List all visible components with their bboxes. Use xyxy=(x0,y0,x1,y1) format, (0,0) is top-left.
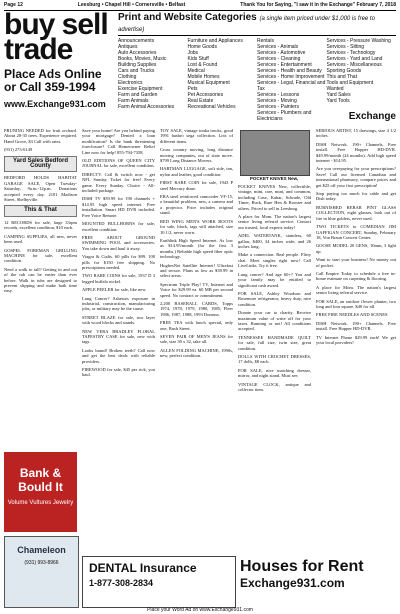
classified-ad: DISH Network. 190+ Channels. Free install. Free Hopper HD-DVR. $49.99/month (24 months). Add high speed internet - $14.95. xyxy=(316,141,396,164)
brand-block xyxy=(4,8,112,122)
category-link[interactable]: Services - Entertainment xyxy=(257,62,312,68)
classified-ad: DOLLS WITH CROCHET DRESSES, 17 dolls, $8 each. xyxy=(238,353,311,365)
classified-ad: A place for Mom. The nation's largest senior living referral service. xyxy=(316,284,396,296)
classified-ad: FREE TEA with lunch special, only one, Bush Street. xyxy=(160,320,233,331)
category-link[interactable]: Services - Moving xyxy=(257,98,297,104)
column-5 xyxy=(316,128,396,598)
category-link[interactable]: Services - Sitting xyxy=(326,44,365,50)
brand-url[interactable]: www.Exchange931.com xyxy=(4,99,106,109)
houses-ad-url: Exchange931.com xyxy=(240,576,345,590)
category-link[interactable]: Yard Sales xyxy=(326,92,351,98)
classified-ad: FIRST RARE COIN for sale, 1943 P steel Mercury dime. xyxy=(160,180,233,191)
category-link[interactable]: Pet Accessories xyxy=(187,92,224,98)
classified-ad: DISH TV $59.99 for 190 channels + $14.95 high speed internet. Free installation. Smart HD DVR included. Free Voice Remote. xyxy=(82,196,155,218)
classified-ad: STREET BLAZE for sale, two layer with wood blocks and stands. xyxy=(82,314,155,326)
bank-ad[interactable] xyxy=(4,452,77,532)
category-link[interactable]: Farm and Garden xyxy=(118,92,158,98)
category-link[interactable]: Home Goods xyxy=(187,44,217,50)
classified-ad: FOR SALE, Ashley Woodson and Rosemore refrigerator, heavy duty, nice condition. xyxy=(238,290,311,307)
classified-ad: VINTAGE CLOCK, antique and collector item. xyxy=(238,381,311,392)
classified-ad: BURNISHED REBAR PINT GLASS COLLECTION, eight glasses, look out of fire in blue goblets, never used. xyxy=(316,204,396,221)
knives-photo-caption: POCKET KNIVES New, xyxy=(249,176,299,181)
category-link[interactable]: Services - Cleaning xyxy=(257,56,301,62)
category-link[interactable]: Musical Equipment xyxy=(187,80,230,86)
category-link[interactable]: Wanted xyxy=(326,86,344,92)
classified-ad: 12 RECORDS for sale, large 33rpm records, excellent condition, $10 each. xyxy=(4,219,77,231)
category-link[interactable]: Lost & Found xyxy=(187,62,218,68)
category-link[interactable]: Exercise Equipment xyxy=(118,86,163,92)
col5-ads xyxy=(316,128,396,345)
category-link[interactable]: Auto Accessories xyxy=(118,50,157,56)
category-link[interactable]: Services - Painters xyxy=(257,104,299,110)
classified-ad: TOY SALE, vintage tonka trucks, good 1991 hasbro sega collection. Lots of different items. xyxy=(160,128,233,144)
classified-ad: MOUNTED BULLHORNS for sale, excellent condition. xyxy=(82,221,155,232)
classified-ad: Looks brand! Broken teeth? Call now and get the best deals with reliable providers. xyxy=(82,347,155,364)
category-link[interactable]: Books, Movies, Music xyxy=(118,56,167,62)
dental-ad-title: DENTAL Insurance xyxy=(89,561,197,575)
chameleon-ad-title: Chameleon xyxy=(17,545,66,555)
index-col3 xyxy=(257,38,327,122)
category-link[interactable]: Clothing xyxy=(118,74,137,80)
classified-ad: FOR SALE, an outdoor flower planter, two long and four square. $40 for all. xyxy=(316,298,396,309)
col1-yard-ads xyxy=(4,175,77,202)
classified-ad: Viagra & Cialis. 60 pills for $99. 100 pills for $150 free shipping. No prescriptions needed. xyxy=(82,254,155,270)
column-1 xyxy=(4,128,77,448)
classified-ad: Need a walk to tall? Getting in and out of the tub can be easier than ever before. Walk in tubs are designed to prevent slipping and make bath time easy. xyxy=(4,266,77,294)
header-towns: Leesburg • Chapel Hill • Cornersville • Belfast xyxy=(77,2,186,8)
classified-ad: TWO TICKETS to COMEDIAN JIM GAFFIGAN CONCERT, Sunday, February 18, Von Braun Concert Center. xyxy=(316,224,396,240)
yard-sales-heading: Yard Sales Bedford County xyxy=(4,156,77,173)
category-link[interactable]: Pets xyxy=(187,86,198,92)
col4-ads xyxy=(238,184,311,392)
category-link[interactable]: Electronics xyxy=(118,80,143,86)
col2-ads xyxy=(82,128,155,378)
classified-ad: A place for Mom. The nation's largest senior living referral service. Contact our trusted, local experts today! xyxy=(238,214,311,230)
classified-ad: SEVEN PAIR OF MEN'S JEANS for sale, size 30 x 32, take all. xyxy=(160,334,233,345)
chameleon-ad[interactable] xyxy=(4,536,79,608)
classified-ad: CAMPING SUPPLIES, all new, never been used. xyxy=(4,233,77,245)
classified-ad: RED WING MEN'S WORK BOOTS for sale, black, tags still attached, size 10 1/2, never worn. xyxy=(160,218,233,235)
chameleon-ad-phone: (931) 993-8966 xyxy=(24,560,59,566)
category-link[interactable]: Services - Animals xyxy=(257,44,299,50)
classified-ad: NEW VERA BRADLEY FLORAL TAPESTRY CASE for sale, new with tags. xyxy=(82,328,155,345)
index-col4 xyxy=(327,38,397,122)
classified-ad: PRUNING NEEDED for fruit orchard. About 20-35 trees. Experience required. Hand Grove, $3 Call with rates. xyxy=(4,128,77,144)
category-link[interactable]: Services - Automotive xyxy=(257,50,306,56)
classified-ad: DISH Network. 190+ Channels. Free install. Free Hopper HD-DVR. xyxy=(316,320,396,332)
classified-ad: FREE ABOUT GROUND SWIMMING POOL and accessories. You take down and haul it away. xyxy=(82,234,155,251)
classified-ad: Earthlink High Speed Internet. As low as $14.95/month (for the first 3 months.) Reliable high speed fiber optic technology. xyxy=(160,237,233,260)
col1-this-ads xyxy=(4,220,77,294)
brand-place-ads: Place Ads Online or Call 359-1994 xyxy=(4,67,102,94)
category-link[interactable]: Furniture and Appliances xyxy=(187,38,243,44)
category-link[interactable]: Medical xyxy=(187,68,205,74)
classified-ad: Spectrum Triple Play! TV, Internet and Voice for $29.99 ea. 60 MB per second speed. No contract or commitment. xyxy=(160,281,233,298)
classified-ad: 2,200 BASEBALL CARDS, Topps 1974, 1978, 1979, 1980, 1985, Fleer 1986, 1987, 1988, 1993 Donruss. xyxy=(160,300,233,317)
classified-ad: SERIOUS ARTIST, 15 drawings, size 4 1/2 inches. xyxy=(316,128,396,139)
category-index xyxy=(118,12,396,122)
classified-ad: GOSPEL FOREMAN GRILLING MACHINE for sale, excellent condition. xyxy=(4,247,77,264)
dental-ad[interactable] xyxy=(82,556,236,608)
classified-ad: ALLEN FOLDING MACHINE, 1990s, new, perfect condition. xyxy=(160,347,233,359)
classified-ad: OLD EDITIONS OF QUEEN CITY JOURNAL for sale, excellent condition. xyxy=(82,158,155,169)
category-link[interactable]: Tools and Equipment xyxy=(326,80,374,86)
category-link[interactable]: Rentals xyxy=(257,38,274,44)
category-link[interactable]: Farm Animals xyxy=(118,98,149,104)
category-link[interactable]: Services - Pressure Washing xyxy=(326,38,391,44)
bank-ad-title: Bank & Bould It xyxy=(18,466,63,494)
category-link[interactable]: Services - Technology xyxy=(326,50,376,56)
category-link[interactable]: Services - Yard and Land xyxy=(326,56,383,62)
col3-ads xyxy=(160,128,233,359)
classified-ad: FREE FIRE NEEDLES AND SCENES xyxy=(316,312,388,318)
column-3 xyxy=(160,128,233,558)
classified-ad: ADEL WATERTANK, stainless, 60 gallon, $400, 34 inches wide, and 26 inches long. xyxy=(238,233,311,250)
classified-ad: Want to start your business! No money out of pocket. xyxy=(316,257,396,268)
index-title-text: Print and Website Categories xyxy=(118,12,257,23)
classified-ad: Lung Cancer? Asbestos exposure in industrial, construction, manufacturing jobs, or military may be the cause. xyxy=(82,295,155,312)
category-link[interactable]: Announcements xyxy=(118,38,155,44)
index-columns xyxy=(118,38,396,122)
header-tagline: Thank You for Saying, "I saw it in the Exchange" February 7, 2018 xyxy=(240,2,396,8)
classified-ad: FOR SALE, nice matching dresser, mirror, and night stand. Must see. xyxy=(238,367,311,379)
exchange-logo: Exchange xyxy=(348,111,396,122)
classified-ad: HARTMAN LUGGAGE, soft side, tan, nylon and leather, good condition. xyxy=(160,166,233,177)
classified-ad: Stop paying too much for cable and get Dish today. xyxy=(316,191,396,202)
brand-line2: trade xyxy=(4,33,73,66)
category-link[interactable]: Kids Stuff xyxy=(187,56,209,62)
category-link[interactable]: Mobile Homes xyxy=(187,74,220,80)
category-link[interactable]: Services - Miscellaneous xyxy=(326,62,382,68)
classified-ad: Are you overpaying for your prescriptions? Save! Call our licensed Canadian and international pharmacy, compare prices and get $25 off your first prescription! xyxy=(316,166,396,188)
category-link[interactable]: Sporting Goods xyxy=(326,68,362,74)
classified-ad: BEDFORD HOLDS HABITAT GARAGE SALE, Open Tuesday-Saturday, 9a.m.-12p.m. Donations accepted every day. 2101 Madison Street, Shelbyville. xyxy=(4,175,77,203)
page-number: Page 12 xyxy=(4,2,23,8)
category-link[interactable]: Cars and Trucks xyxy=(118,68,155,74)
classified-ad: Cross country moving, long distance moving companies, out of state move. $799 Long Distance Movers. xyxy=(160,147,233,164)
classified-ad: FIREWOOD for sale, $45 per rick, you haul. xyxy=(82,367,155,378)
bank-ad-sub: Volume Vultures Jewelry xyxy=(7,500,74,506)
column-4 xyxy=(238,184,311,554)
category-link[interactable]: Services - Plumbers and Electricians xyxy=(257,110,312,122)
classified-ad: DIRECTV. Call & switch now - get NFL Sunday Ticket for free! Every game. Every Sunday. Choice - All-included package. xyxy=(82,171,155,194)
dental-ad-phone: 1-877-308-2834 xyxy=(89,578,154,588)
classified-ad: (931) 273-6149 xyxy=(4,147,33,153)
brand-line1: buy sell xyxy=(4,8,108,41)
classified-ad: TWO RARE COINS for sale, 1937 D 3 legged buffalo nickel. xyxy=(82,273,155,284)
category-link[interactable]: Services - Lessons xyxy=(257,92,300,98)
index-subtitle: (a single item priced under $1,000 is free to advertise) xyxy=(118,16,375,33)
houses-for-rent-ad[interactable] xyxy=(240,558,396,606)
classified-ad: TV Internet Phone $29.99 each! We get your local providers! xyxy=(316,334,396,345)
category-link[interactable]: Farm Animal Accessories xyxy=(118,104,175,110)
classified-ad: Donate your car to charity. Receive maximum value of write off for your taxes. Running or not! All conditions accepted. xyxy=(238,310,311,332)
category-link[interactable]: Services - Legal, Financial and Tax xyxy=(257,80,326,92)
category-link[interactable]: Services - Health and Beauty xyxy=(257,68,322,74)
category-link[interactable]: This and That xyxy=(326,74,357,80)
classified-ad: Lung cancer? And age 60+? You and your family may be entitled to significant cash award. xyxy=(238,271,311,288)
category-link[interactable]: Antiques xyxy=(118,44,138,50)
category-link[interactable]: Services - Home Improvement xyxy=(257,74,325,80)
knives-photo xyxy=(240,130,310,176)
classified-ad: TENNESSEE HANDMADE QUILT for sale, full size, twin size, great condition. xyxy=(238,334,311,351)
classified-ad: HughesNet Satellite Internet! Ultrafast and secure. Plans as low as $39.99 in select areas. xyxy=(160,262,233,279)
classified-ad: GOOSE MODEL 20 GENS, 10mm, 3 light up. xyxy=(316,243,396,254)
classified-ad: ERA steel reinforced camcorder VF-15, a beautiful problem, new, a camera and a projector. Price includes original stand. xyxy=(160,194,233,216)
classified-ad: Make a connection. Real people. Flirty chat. Meet singles right now! Call LiveLinks. Try it free. xyxy=(238,252,311,269)
classified-ad: Save your home! Are you behind paying your mortgage? Denied a loan modification? Is the bank threatening foreclosure? Call Homeowner Relief Line now for help! 855-794-7358. xyxy=(82,128,155,155)
this-that-heading: This & That xyxy=(4,205,77,216)
index-title xyxy=(118,12,396,36)
category-link[interactable]: Real Estate xyxy=(187,98,214,104)
index-col1 xyxy=(118,38,188,122)
page-footer: Place your Word Ad on www.Exchange931.com xyxy=(147,607,253,613)
index-col2 xyxy=(188,38,258,122)
classified-ad: APPLE PEELER for sale, like new. xyxy=(82,287,147,293)
col1-ads xyxy=(4,128,77,153)
column-2 xyxy=(82,128,155,553)
category-link[interactable]: Recreational Vehicles xyxy=(187,104,236,110)
category-link[interactable]: Yard Tools xyxy=(326,98,350,104)
houses-ad-title: Houses for Rent xyxy=(240,558,364,575)
classified-ad: POCKET KNIVES New, collectible, vintage, mint, rare, mint, and common, including Case, Kabar, Schrade, Old Timer, Buck, Rare Hen & Rooster and others. Priced to sell in Leesburg. xyxy=(238,184,311,211)
classified-ad: Call Empire Today to schedule a free in-home estimate on carpeting & flooring. xyxy=(316,270,396,282)
category-link[interactable]: Building Supplies xyxy=(118,62,157,68)
category-link[interactable]: Jobs xyxy=(187,50,199,56)
